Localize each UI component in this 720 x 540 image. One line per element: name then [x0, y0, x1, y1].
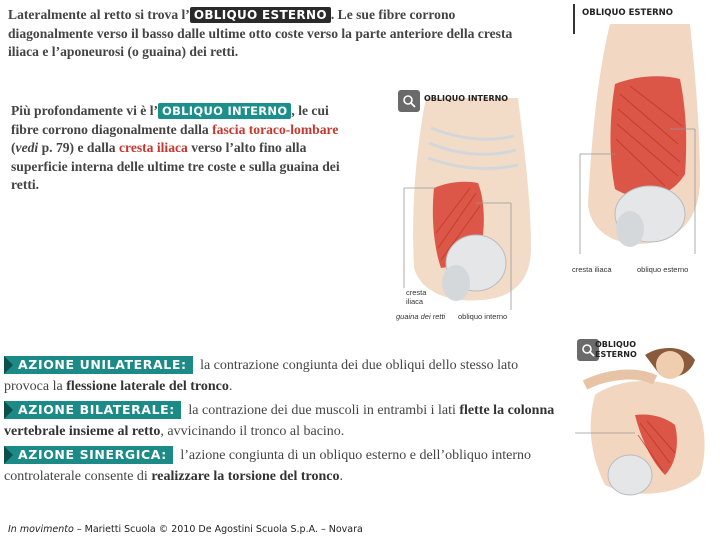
action-unilateral — [4, 355, 566, 397]
obliquo-interno-tag: OBLIQUO INTERNO — [158, 103, 291, 119]
figure-obliquo-esterno-2 — [575, 335, 715, 503]
deep-paragraph — [11, 102, 359, 195]
footer-rest: – Marietti Scuola © 2010 De Agostini Scuola S.p.A. – Novara — [73, 524, 363, 535]
deep-text-after: verso l’alto fino alla superficie interna delle ultime tre coste e sulla guaina dei retti. — [11, 140, 340, 192]
action-unilateral-bold: flessione laterale del tronco — [66, 379, 229, 394]
zoom-icon[interactable] — [398, 90, 420, 112]
vedi-text: vedi — [15, 140, 39, 155]
action-unilateral-text1: la contrazione congiunta dei due obliqui dello stesso lato provoca la — [4, 358, 519, 394]
intro-text-before: Lateralmente al retto si trova l’ — [8, 7, 190, 22]
figure2-label-guaina: guaina dei retti — [396, 312, 446, 321]
intro-paragraph — [8, 6, 533, 62]
action-unilateral-tag: AZIONE UNILATERALE: — [4, 356, 193, 374]
fascia-link: fascia toraco-lombare — [212, 121, 339, 137]
torso-external-oblique-illustration — [570, 4, 715, 279]
action-sinergica-text1: l’azione congiunta di un obliquo esterno e dell’obliquo interno controlaterale consente di — [4, 448, 532, 484]
action-sinergica-text2: . — [339, 469, 344, 484]
action-bilateral-text1: la contrazione dei due muscoli in entrambi i lati — [184, 403, 460, 418]
action-unilateral-text2: . — [228, 379, 233, 394]
figure1-title: OBLIQUO ESTERNO — [582, 8, 674, 18]
cresta-link: cresta iliaca — [119, 140, 188, 155]
figure3-title-line2: ESTERNO — [595, 350, 637, 359]
figure-obliquo-esterno — [570, 4, 715, 279]
figure1-label-cresta: cresta iliaca — [572, 265, 612, 274]
action-bilateral-tag: AZIONE BILATERALE: — [4, 401, 181, 419]
figure1-label-obliquo: obliquo esterno — [637, 265, 689, 274]
action-sinergica — [4, 445, 566, 487]
figure-obliquo-interno — [396, 88, 564, 323]
actions-section — [4, 355, 566, 487]
figure2-label-cresta: cresta iliaca — [406, 288, 427, 306]
figure2-title: OBLIQUO INTERNO — [424, 94, 509, 103]
intro-text-after: . Le sue fibre corrono diagonalmente verso il basso dalle ultime otto coste verso la parte anteriore della cresta iliaca e l’aponeurosi (o guaina) dei retti. — [8, 7, 513, 59]
footer-credit — [8, 524, 363, 535]
action-sinergica-bold: realizzare la torsione del tronco — [151, 469, 340, 484]
deep-text-mid1: , le cui fibre corrono diagonalmente dalla — [11, 103, 329, 137]
obliquo-esterno-tag: OBLIQUO ESTERNO — [190, 7, 331, 23]
figure2-label-obliquo: obliquo interno — [458, 312, 508, 321]
action-bilateral — [4, 400, 566, 442]
action-bilateral-bold: flette la colonna vertebrale insieme al retto — [4, 403, 555, 439]
deep-text-before: Più profondamente vi è l’ — [11, 103, 159, 118]
figure3-title-line1: OBLIQUO — [595, 340, 637, 349]
action-bilateral-text2: , avvicinando il tronco al bacino. — [160, 424, 345, 439]
deep-text-mid3: p. 79) e dalla — [38, 140, 119, 155]
deep-text-mid2: ( — [11, 140, 16, 155]
footer-title: In movimento — [8, 524, 74, 535]
action-sinergica-tag: AZIONE SINERGICA: — [4, 446, 173, 464]
figure3-title — [595, 340, 637, 360]
